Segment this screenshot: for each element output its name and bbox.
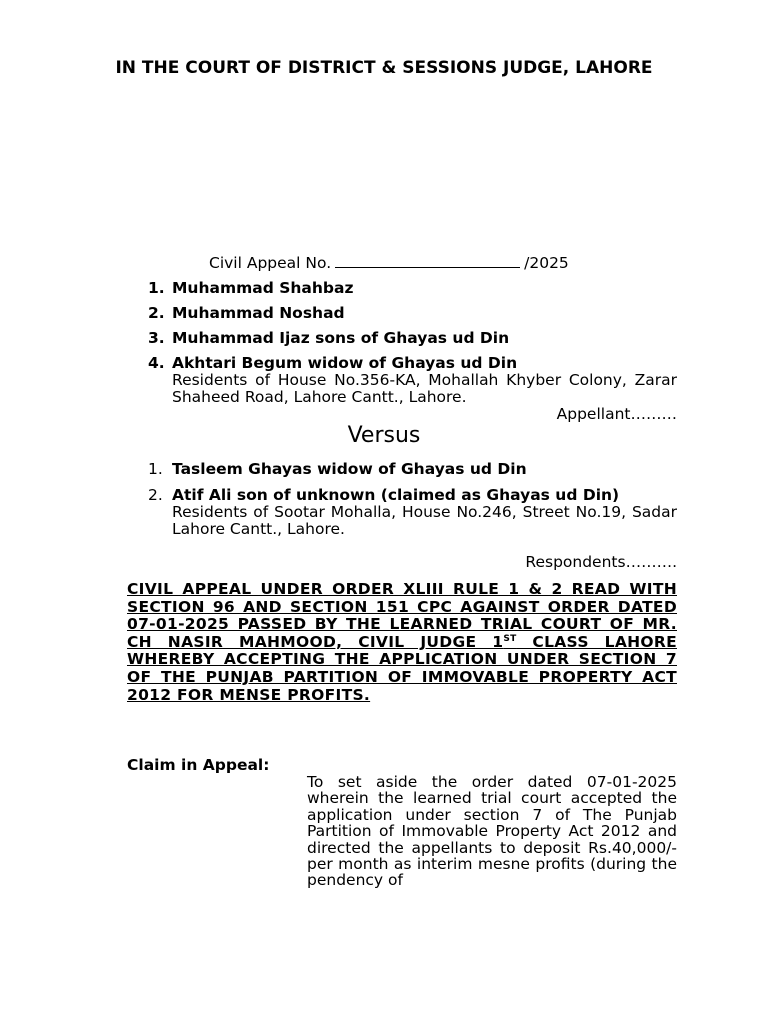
court-title: IN THE COURT OF DISTRICT & SESSIONS JUDGE, LAHORE	[115, 58, 653, 78]
respondent-number: 1.	[148, 460, 163, 478]
appeal-heading-superscript: ST	[503, 633, 517, 644]
respondent-label: Respondents……….	[525, 553, 677, 571]
appeal-heading	[127, 581, 677, 704]
appellant-item	[148, 330, 677, 347]
appellant-item	[148, 305, 677, 322]
appellant-item	[148, 355, 677, 406]
appellant-name: Akhtari Begum widow of Ghayas ud Din	[172, 354, 518, 372]
respondents-address: Residents of Sootar Mohalla, House No.246, Street No.19, Sadar Lahore Cantt., Lahore.	[172, 503, 677, 538]
appellant-name: Muhammad Shahbaz	[172, 279, 354, 297]
respondent-item	[148, 461, 677, 478]
appeal-heading-part2: CLASS LAHORE WHEREBY ACCEPTING THE APPLICATION UNDER SECTION 7 OF THE PUNJAB PARTITION OF IMMOVABLE PROPERTY ACT 2012 FOR MENSE PROFITS.	[127, 632, 677, 704]
appellant-number: 2.	[148, 304, 165, 322]
appeal-number-prefix: Civil Appeal No.	[209, 254, 332, 272]
claim-label: Claim in Appeal:	[127, 756, 270, 774]
appellant-label: Appellant………	[556, 405, 677, 423]
appellant-number: 3.	[148, 329, 165, 347]
respondent-name: Tasleem Ghayas widow of Ghayas ud Din	[172, 460, 527, 478]
respondent-item	[148, 487, 677, 538]
appeal-number-line	[209, 255, 569, 272]
appellant-number: 4.	[148, 354, 165, 372]
respondent-name: Atif Ali son of unknown (claimed as Ghayas ud Din)	[172, 486, 620, 504]
appeal-heading-part1: CIVIL APPEAL UNDER ORDER XLIII RULE 1 & 2 READ WITH SECTION 96 AND SECTION 151 CPC AGAINST ORDER DATED 07-01-2025 PASSED BY THE LEARNED TRIAL COURT OF MR. CH NASIR MAHMOOD, CIVIL JUDGE 1	[127, 580, 677, 651]
appellant-name: Muhammad Ijaz sons of Ghayas ud Din	[172, 329, 510, 347]
appeal-number-blank	[335, 255, 520, 268]
appeal-number-suffix: /2025	[524, 254, 569, 272]
versus-label: Versus	[347, 423, 421, 448]
appellant-number: 1.	[148, 279, 165, 297]
claim-text: To set aside the order dated 07-01-2025 wherein the learned trial court accepted the application under section 7 of The Punjab Partition of Immovable Property Act 2012 and directed the appellants to deposit Rs.40,000/- per month as interim mesne profits (during the pendency of	[307, 773, 677, 890]
respondent-number: 2.	[148, 486, 163, 504]
appellants-address: Residents of House No.356-KA, Mohallah Khyber Colony, Zarar Shaheed Road, Lahore Cantt., Lahore.	[172, 371, 677, 406]
appellant-name: Muhammad Noshad	[172, 304, 345, 322]
appellant-item	[148, 280, 677, 297]
